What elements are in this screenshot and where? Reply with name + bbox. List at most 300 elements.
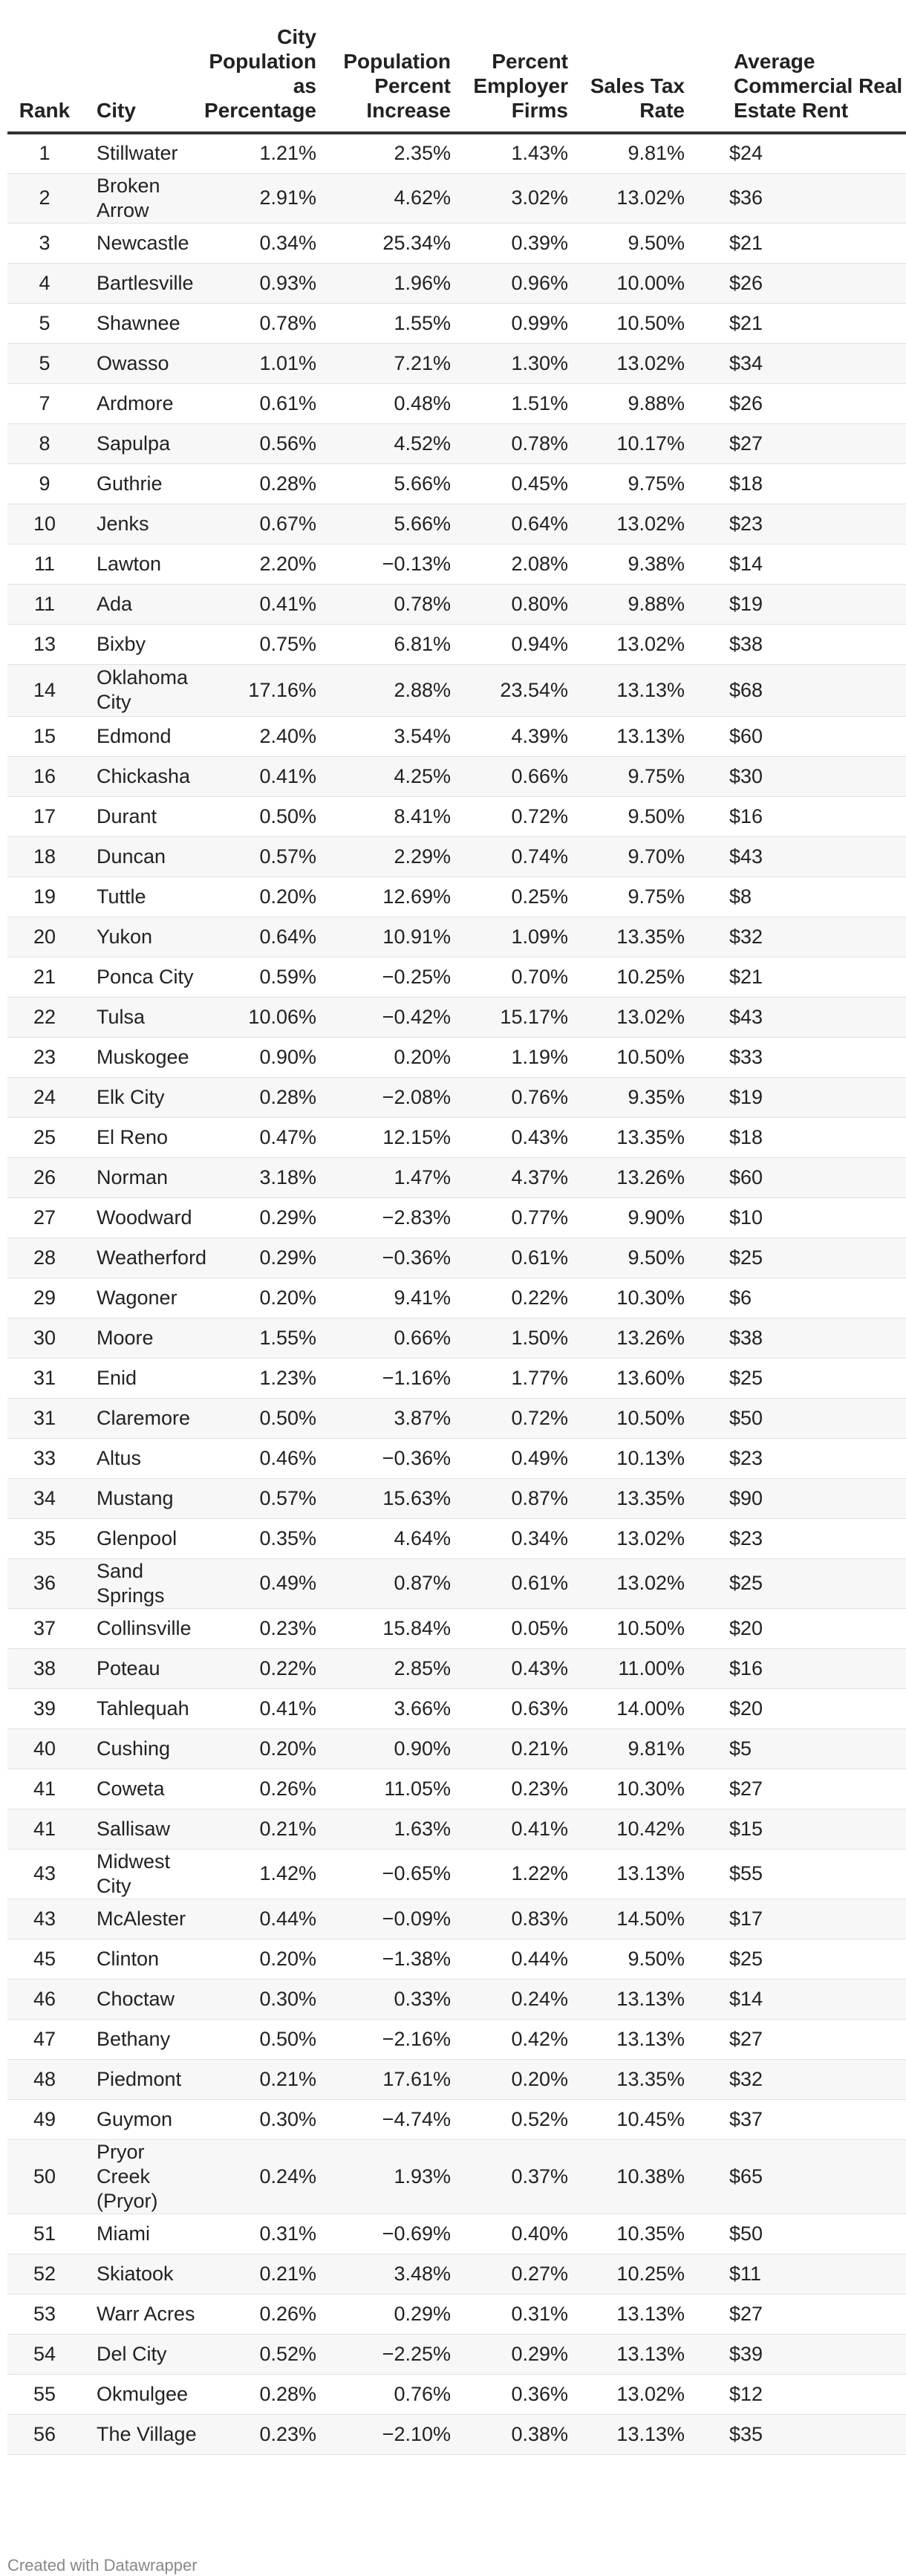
cell-city: Broken Arrow	[82, 173, 197, 223]
cell-sales-tax: 10.17%	[577, 423, 692, 464]
cell-population-increase: 6.81%	[325, 624, 457, 664]
cell-sales-tax: 9.50%	[577, 223, 692, 263]
cell-sales-tax: 13.13%	[577, 716, 692, 756]
cell-population-increase: 2.85%	[325, 1648, 457, 1688]
cell-sales-tax: 10.50%	[577, 1608, 692, 1648]
table-row	[7, 2059, 906, 2099]
cell-city-population: 0.61%	[197, 383, 325, 423]
cell-sales-tax: 13.02%	[577, 624, 692, 664]
cell-rent: $18	[692, 1117, 906, 1157]
table-row	[7, 2374, 906, 2414]
cell-population-increase: −0.36%	[325, 1237, 457, 1278]
cell-sales-tax: 14.00%	[577, 1688, 692, 1728]
cell-employer-firms: 1.19%	[457, 1037, 577, 1077]
cell-employer-firms: 0.31%	[457, 2294, 577, 2334]
cell-city-population: 0.57%	[197, 836, 325, 876]
cell-population-increase: 1.47%	[325, 1157, 457, 1197]
cell-employer-firms: 1.51%	[457, 383, 577, 423]
cell-city: Stillwater	[82, 133, 197, 173]
table-row	[7, 1077, 906, 1117]
cell-city: Warr Acres	[82, 2294, 197, 2334]
cell-city: Miami	[82, 2214, 197, 2254]
cell-rank: 18	[7, 836, 82, 876]
cell-population-increase: 4.52%	[325, 423, 457, 464]
cell-city-population: 0.41%	[197, 584, 325, 624]
cell-rank: 20	[7, 917, 82, 957]
table-row	[7, 1558, 906, 1608]
table-container	[7, 0, 906, 2540]
cell-city: Mustang	[82, 1478, 197, 1518]
cell-rent: $25	[692, 1558, 906, 1608]
cell-city: Edmond	[82, 716, 197, 756]
cell-sales-tax: 10.00%	[577, 263, 692, 303]
cell-population-increase: −0.65%	[325, 1849, 457, 1899]
cell-rent: $26	[692, 383, 906, 423]
cell-city-population: 1.23%	[197, 1358, 325, 1398]
cell-rank: 3	[7, 223, 82, 263]
cell-sales-tax: 13.35%	[577, 1117, 692, 1157]
cell-city: Owasso	[82, 343, 197, 383]
cell-population-increase: −0.09%	[325, 1899, 457, 1939]
table-row	[7, 423, 906, 464]
table-row	[7, 544, 906, 584]
cell-population-increase: 3.66%	[325, 1688, 457, 1728]
table-row	[7, 133, 906, 173]
cell-employer-firms: 0.39%	[457, 223, 577, 263]
cell-employer-firms: 0.66%	[457, 756, 577, 796]
cell-employer-firms: 0.43%	[457, 1648, 577, 1688]
cell-rent: $50	[692, 2214, 906, 2254]
cell-sales-tax: 13.02%	[577, 1518, 692, 1558]
cell-rank: 15	[7, 716, 82, 756]
table-row	[7, 1358, 906, 1398]
cell-city: Wagoner	[82, 1278, 197, 1318]
cell-rank: 1	[7, 133, 82, 173]
cell-population-increase: 0.78%	[325, 584, 457, 624]
cell-rank: 52	[7, 2254, 82, 2294]
cell-city: Okmulgee	[82, 2374, 197, 2414]
table-row	[7, 464, 906, 504]
cell-employer-firms: 0.27%	[457, 2254, 577, 2294]
cell-employer-firms: 0.87%	[457, 1478, 577, 1518]
footer-credit: Created with Datawrapper	[7, 2556, 198, 2575]
cell-employer-firms: 0.80%	[457, 584, 577, 624]
cell-sales-tax: 13.02%	[577, 173, 692, 223]
table-row	[7, 1117, 906, 1157]
cell-sales-tax: 13.35%	[577, 1478, 692, 1518]
header-population-increase: Population Percent Increase	[325, 0, 457, 133]
cell-rank: 55	[7, 2374, 82, 2414]
table-row	[7, 1849, 906, 1899]
cell-employer-firms: 0.05%	[457, 1608, 577, 1648]
cell-sales-tax: 10.25%	[577, 957, 692, 997]
cell-employer-firms: 0.83%	[457, 1899, 577, 1939]
cell-rank: 31	[7, 1398, 82, 1438]
cell-city-population: 0.29%	[197, 1237, 325, 1278]
cell-rank: 30	[7, 1318, 82, 1358]
cell-population-increase: −2.83%	[325, 1197, 457, 1237]
table-row	[7, 2254, 906, 2294]
cell-sales-tax: 13.13%	[577, 2294, 692, 2334]
cell-employer-firms: 0.61%	[457, 1558, 577, 1608]
cell-employer-firms: 0.74%	[457, 836, 577, 876]
cell-city-population: 0.20%	[197, 1939, 325, 1979]
cell-sales-tax: 13.13%	[577, 1979, 692, 2019]
cell-employer-firms: 0.76%	[457, 1077, 577, 1117]
table-row	[7, 263, 906, 303]
table-row	[7, 716, 906, 756]
cell-population-increase: −0.13%	[325, 544, 457, 584]
cell-employer-firms: 0.78%	[457, 423, 577, 464]
cell-population-increase: 2.35%	[325, 133, 457, 173]
cell-city-population: 2.20%	[197, 544, 325, 584]
cell-employer-firms: 0.37%	[457, 2139, 577, 2214]
cell-rent: $23	[692, 1438, 906, 1478]
cell-rent: $20	[692, 1608, 906, 1648]
cell-sales-tax: 9.88%	[577, 584, 692, 624]
table-row	[7, 1648, 906, 1688]
cell-rent: $37	[692, 2099, 906, 2139]
cell-population-increase: −0.69%	[325, 2214, 457, 2254]
cell-population-increase: −1.16%	[325, 1358, 457, 1398]
cell-city: Tuttle	[82, 876, 197, 917]
cell-sales-tax: 9.35%	[577, 1077, 692, 1117]
cell-city: Ada	[82, 584, 197, 624]
cell-sales-tax: 9.88%	[577, 383, 692, 423]
cell-city-population: 0.26%	[197, 2294, 325, 2334]
cell-rent: $24	[692, 133, 906, 173]
cell-city: Glenpool	[82, 1518, 197, 1558]
header-row	[7, 0, 906, 133]
cell-city: Bartlesville	[82, 263, 197, 303]
cell-rank: 11	[7, 544, 82, 584]
cell-city: Yukon	[82, 917, 197, 957]
table-row	[7, 1278, 906, 1318]
cell-employer-firms: 0.61%	[457, 1237, 577, 1278]
cell-employer-firms: 0.96%	[457, 263, 577, 303]
cell-city: Elk City	[82, 1077, 197, 1117]
cell-sales-tax: 13.13%	[577, 2414, 692, 2454]
cell-rank: 11	[7, 584, 82, 624]
cell-population-increase: 12.69%	[325, 876, 457, 917]
cell-population-increase: −1.38%	[325, 1939, 457, 1979]
header-city: City	[82, 0, 197, 133]
cell-sales-tax: 10.25%	[577, 2254, 692, 2294]
cell-rent: $8	[692, 876, 906, 917]
cell-employer-firms: 1.50%	[457, 1318, 577, 1358]
cell-sales-tax: 13.60%	[577, 1358, 692, 1398]
cell-employer-firms: 23.54%	[457, 664, 577, 716]
cell-sales-tax: 9.50%	[577, 1237, 692, 1278]
cell-city: Guthrie	[82, 464, 197, 504]
cell-city: Midwest City	[82, 1849, 197, 1899]
cell-rent: $32	[692, 917, 906, 957]
cell-population-increase: 0.66%	[325, 1318, 457, 1358]
cell-city-population: 0.47%	[197, 1117, 325, 1157]
cell-rent: $16	[692, 796, 906, 836]
cell-city-population: 0.31%	[197, 2214, 325, 2254]
cell-employer-firms: 0.40%	[457, 2214, 577, 2254]
cell-employer-firms: 0.34%	[457, 1518, 577, 1558]
cell-rent: $25	[692, 1237, 906, 1278]
table-row	[7, 173, 906, 223]
cell-rent: $21	[692, 957, 906, 997]
cell-city-population: 0.20%	[197, 1728, 325, 1769]
cell-city-population: 3.18%	[197, 1157, 325, 1197]
table-row	[7, 917, 906, 957]
cell-population-increase: 10.91%	[325, 917, 457, 957]
cell-population-increase: −2.08%	[325, 1077, 457, 1117]
cell-employer-firms: 0.20%	[457, 2059, 577, 2099]
cell-rank: 40	[7, 1728, 82, 1769]
cell-employer-firms: 0.24%	[457, 1979, 577, 2019]
cell-city-population: 0.24%	[197, 2139, 325, 2214]
table-row	[7, 624, 906, 664]
table-row	[7, 1608, 906, 1648]
cell-rank: 5	[7, 303, 82, 343]
table-row	[7, 2414, 906, 2454]
cell-city-population: 0.28%	[197, 464, 325, 504]
cell-employer-firms: 0.25%	[457, 876, 577, 917]
cell-city-population: 2.40%	[197, 716, 325, 756]
table-row	[7, 2214, 906, 2254]
cell-rank: 48	[7, 2059, 82, 2099]
table-row	[7, 756, 906, 796]
cell-population-increase: 15.63%	[325, 1478, 457, 1518]
cell-rent: $23	[692, 504, 906, 544]
cell-city-population: 0.50%	[197, 1398, 325, 1438]
cell-rank: 46	[7, 1979, 82, 2019]
table-row	[7, 383, 906, 423]
cell-employer-firms: 15.17%	[457, 997, 577, 1037]
cell-city: Newcastle	[82, 223, 197, 263]
cell-rank: 38	[7, 1648, 82, 1688]
cell-rent: $19	[692, 584, 906, 624]
table-row	[7, 223, 906, 263]
cell-city: Chickasha	[82, 756, 197, 796]
cell-sales-tax: 9.81%	[577, 1728, 692, 1769]
cell-employer-firms: 0.22%	[457, 1278, 577, 1318]
cell-sales-tax: 13.13%	[577, 2019, 692, 2059]
cell-city: Muskogee	[82, 1037, 197, 1077]
cell-city: Choctaw	[82, 1979, 197, 2019]
cell-city-population: 0.30%	[197, 2099, 325, 2139]
cell-rent: $12	[692, 2374, 906, 2414]
cell-sales-tax: 13.13%	[577, 2334, 692, 2374]
cell-population-increase: −2.16%	[325, 2019, 457, 2059]
cell-city: Ardmore	[82, 383, 197, 423]
cell-rank: 33	[7, 1438, 82, 1478]
cell-rank: 24	[7, 1077, 82, 1117]
cell-employer-firms: 0.44%	[457, 1939, 577, 1979]
cell-employer-firms: 0.38%	[457, 2414, 577, 2454]
cell-employer-firms: 0.70%	[457, 957, 577, 997]
table-row	[7, 343, 906, 383]
cell-population-increase: 0.48%	[325, 383, 457, 423]
cell-sales-tax: 13.26%	[577, 1157, 692, 1197]
cell-rank: 39	[7, 1688, 82, 1728]
cell-population-increase: 0.20%	[325, 1037, 457, 1077]
cell-city: Bixby	[82, 624, 197, 664]
cell-rank: 4	[7, 263, 82, 303]
cell-rent: $60	[692, 716, 906, 756]
cell-sales-tax: 10.13%	[577, 1438, 692, 1478]
cell-city: Shawnee	[82, 303, 197, 343]
cell-rank: 41	[7, 1809, 82, 1849]
cell-population-increase: 2.29%	[325, 836, 457, 876]
cell-city: Lawton	[82, 544, 197, 584]
table-row	[7, 2019, 906, 2059]
cell-sales-tax: 11.00%	[577, 1648, 692, 1688]
cell-rank: 9	[7, 464, 82, 504]
cell-population-increase: 5.66%	[325, 504, 457, 544]
cell-city: Coweta	[82, 1769, 197, 1809]
cell-population-increase: 0.87%	[325, 1558, 457, 1608]
cell-rank: 36	[7, 1558, 82, 1608]
cell-city: Piedmont	[82, 2059, 197, 2099]
cell-employer-firms: 0.49%	[457, 1438, 577, 1478]
cell-population-increase: 7.21%	[325, 343, 457, 383]
cell-city: Collinsville	[82, 1608, 197, 1648]
cell-sales-tax: 9.75%	[577, 464, 692, 504]
cell-rent: $27	[692, 2019, 906, 2059]
header-city-population: City Population as Percentage	[197, 0, 325, 133]
table-row	[7, 796, 906, 836]
cell-employer-firms: 0.64%	[457, 504, 577, 544]
cell-rent: $23	[692, 1518, 906, 1558]
table-row	[7, 2099, 906, 2139]
cell-sales-tax: 10.50%	[577, 1037, 692, 1077]
cell-sales-tax: 13.35%	[577, 2059, 692, 2099]
cell-population-increase: 15.84%	[325, 1608, 457, 1648]
cell-city-population: 17.16%	[197, 664, 325, 716]
cell-rent: $65	[692, 2139, 906, 2214]
cell-sales-tax: 13.13%	[577, 1849, 692, 1899]
cell-employer-firms: 0.41%	[457, 1809, 577, 1849]
cell-city-population: 0.41%	[197, 756, 325, 796]
cell-city-population: 0.56%	[197, 423, 325, 464]
cell-city-population: 0.41%	[197, 1688, 325, 1728]
cell-sales-tax: 13.02%	[577, 2374, 692, 2414]
table-row	[7, 1809, 906, 1849]
cell-city-population: 0.23%	[197, 2414, 325, 2454]
cell-city: McAlester	[82, 1899, 197, 1939]
cell-rank: 43	[7, 1849, 82, 1899]
cell-rank: 7	[7, 383, 82, 423]
cell-city-population: 0.57%	[197, 1478, 325, 1518]
cell-city: Tulsa	[82, 997, 197, 1037]
cell-rent: $27	[692, 1769, 906, 1809]
cell-city: Sapulpa	[82, 423, 197, 464]
table-row	[7, 2139, 906, 2214]
cell-sales-tax: 10.45%	[577, 2099, 692, 2139]
cell-rent: $43	[692, 997, 906, 1037]
cell-rank: 54	[7, 2334, 82, 2374]
cell-city-population: 1.55%	[197, 1318, 325, 1358]
cell-sales-tax: 13.13%	[577, 664, 692, 716]
cell-rent: $16	[692, 1648, 906, 1688]
cell-city: Bethany	[82, 2019, 197, 2059]
header-rent: Average Commercial Real Estate Rent	[692, 0, 906, 133]
cell-employer-firms: 0.23%	[457, 1769, 577, 1809]
cell-rent: $60	[692, 1157, 906, 1197]
cell-population-increase: 0.29%	[325, 2294, 457, 2334]
cell-rent: $21	[692, 303, 906, 343]
cell-city: Pryor Creek (Pryor)	[82, 2139, 197, 2214]
cell-rent: $15	[692, 1809, 906, 1849]
cell-rent: $6	[692, 1278, 906, 1318]
cell-city-population: 0.90%	[197, 1037, 325, 1077]
cell-employer-firms: 0.72%	[457, 796, 577, 836]
table-row	[7, 1769, 906, 1809]
cell-population-increase: 0.90%	[325, 1728, 457, 1769]
table-row	[7, 1478, 906, 1518]
cell-city-population: 0.20%	[197, 876, 325, 917]
cell-city-population: 10.06%	[197, 997, 325, 1037]
cell-population-increase: −4.74%	[325, 2099, 457, 2139]
cell-population-increase: 12.15%	[325, 1117, 457, 1157]
cell-city: Sand Springs	[82, 1558, 197, 1608]
cell-rank: 45	[7, 1939, 82, 1979]
cell-sales-tax: 10.42%	[577, 1809, 692, 1849]
header-employer-firms: Percent Employer Firms	[457, 0, 577, 133]
cell-rent: $27	[692, 2294, 906, 2334]
cell-employer-firms: 0.36%	[457, 2374, 577, 2414]
cell-rank: 14	[7, 664, 82, 716]
cell-population-increase: 1.63%	[325, 1809, 457, 1849]
cell-employer-firms: 0.52%	[457, 2099, 577, 2139]
cell-employer-firms: 1.22%	[457, 1849, 577, 1899]
cell-rent: $34	[692, 343, 906, 383]
cell-sales-tax: 13.02%	[577, 504, 692, 544]
table-row	[7, 1899, 906, 1939]
cell-employer-firms: 0.77%	[457, 1197, 577, 1237]
cell-employer-firms: 0.72%	[457, 1398, 577, 1438]
cell-rank: 47	[7, 2019, 82, 2059]
cell-rank: 8	[7, 423, 82, 464]
cell-employer-firms: 0.45%	[457, 464, 577, 504]
cell-sales-tax: 10.30%	[577, 1278, 692, 1318]
cell-rank: 17	[7, 796, 82, 836]
cell-rank: 21	[7, 957, 82, 997]
cell-rent: $33	[692, 1037, 906, 1077]
cell-rank: 29	[7, 1278, 82, 1318]
cell-rent: $25	[692, 1358, 906, 1398]
cell-rent: $26	[692, 263, 906, 303]
cell-rank: 2	[7, 173, 82, 223]
cell-sales-tax: 13.02%	[577, 343, 692, 383]
cell-sales-tax: 9.81%	[577, 133, 692, 173]
cell-sales-tax: 9.75%	[577, 876, 692, 917]
cell-city-population: 0.52%	[197, 2334, 325, 2374]
cell-rent: $30	[692, 756, 906, 796]
cell-employer-firms: 0.63%	[457, 1688, 577, 1728]
cell-population-increase: 4.64%	[325, 1518, 457, 1558]
cell-city: Enid	[82, 1358, 197, 1398]
cell-population-increase: 0.33%	[325, 1979, 457, 2019]
cell-rank: 50	[7, 2139, 82, 2214]
cell-city-population: 0.28%	[197, 1077, 325, 1117]
cell-city-population: 0.26%	[197, 1769, 325, 1809]
cell-city-population: 0.22%	[197, 1648, 325, 1688]
cell-population-increase: 25.34%	[325, 223, 457, 263]
cell-population-increase: 3.87%	[325, 1398, 457, 1438]
cell-city: Altus	[82, 1438, 197, 1478]
cell-city: Oklahoma City	[82, 664, 197, 716]
cell-rank: 13	[7, 624, 82, 664]
table-row	[7, 1688, 906, 1728]
cell-population-increase: 0.76%	[325, 2374, 457, 2414]
